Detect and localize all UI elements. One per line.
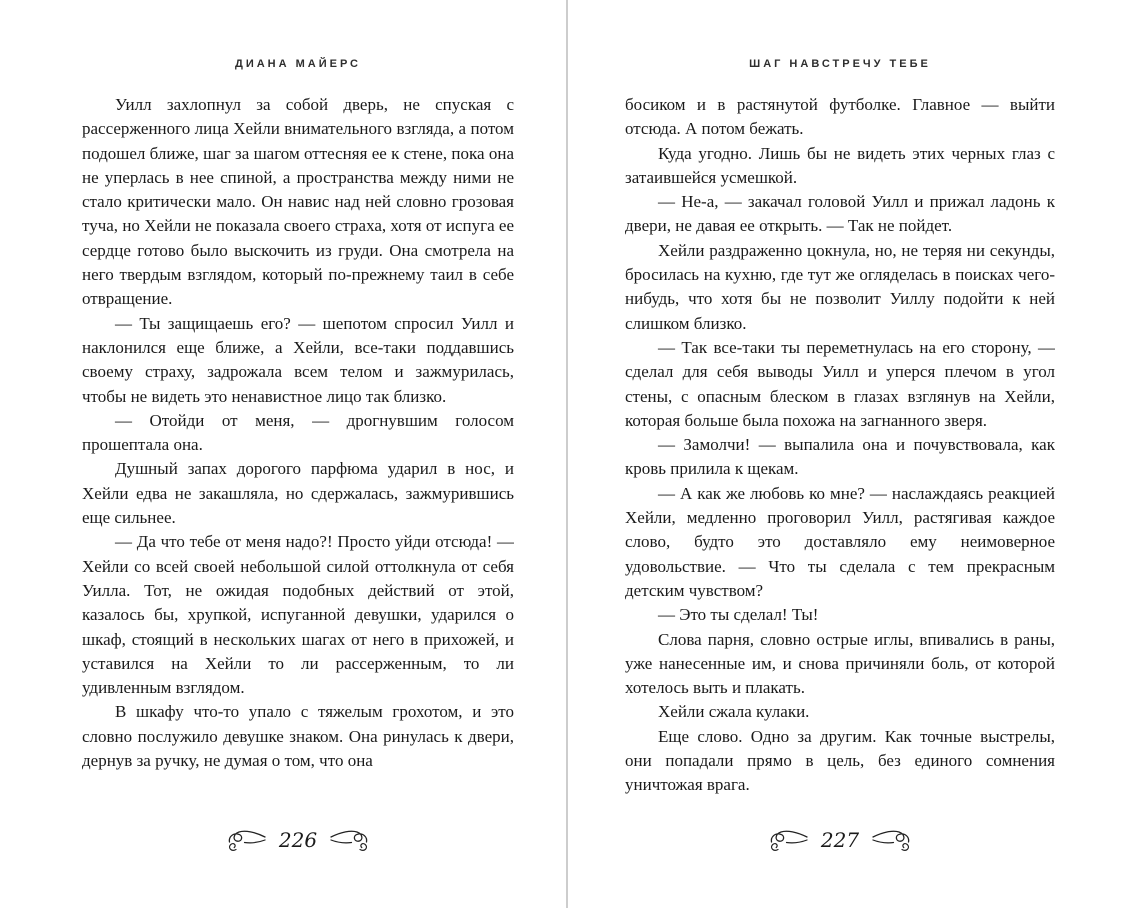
paragraph: — Отойди от меня, — дрогнувшим голосом прошептала она. (82, 410, 514, 455)
paragraph: босиком и в растянутой футболке. Главное — выйти отсюда. А потом бежать. (625, 95, 1055, 139)
paragraph: — А как же любовь ко мне? — наслаждаясь реакцией Хейли, медленно проговорил Уилл, растягивая каждое слово, будто это доставляло ему неимоверное удовольствие. — Что ты сделала с тем прекрасным детским чувством? (625, 483, 1055, 600)
paragraph: Хейли раздраженно цокнула, но, не теряя ни секунды, бросилась на кухню, где тут же огляделась в поисках чего-нибудь, что хотя бы не позволит Уиллу подойти к ней слишком близко. (625, 240, 1055, 333)
flourish-right-icon (329, 827, 371, 855)
page-right-text (625, 93, 1055, 846)
page-number: 227 (820, 828, 860, 852)
flourish-left-icon (225, 827, 267, 855)
paragraph: Еще слово. Одно за другим. Как точные выстрелы, они попадали прямо в цель, без единого сомнения уничтожая врага. (625, 726, 1055, 795)
paragraph: Душный запах дорогого парфюма ударил в нос, и Хейли едва не закашляла, но сдержалась, зажмурившись еще сильнее. (82, 459, 514, 528)
flourish-left-icon (767, 827, 809, 855)
paragraph: — Ты защищаешь его? — шепотом спросил Уилл и наклонился еще ближе, а Хейли, все-таки поддавшись своему страху, задрожала всем телом и зажмурилась, чтобы не видеть это ненавистное лицо так близко. (82, 313, 514, 406)
flourish-right-icon (871, 827, 913, 855)
paragraph: Хейли сжала кулаки. (658, 702, 810, 722)
paragraph: — Да что тебе от меня надо?! Просто уйди отсюда! — Хейли со всей своей небольшой силой оттолкнула от себя Уилла. Тот, не ожидая подобных действий от этой, казалось бы, хрупкой, испуганной девушки, ударился о шкаф, стоящий в нескольких шагах от него в прихожей, и уставился на Хейли то ли рассерженным, то ли удивленным взглядом. (82, 532, 514, 698)
paragraph: — Не-а, — закачал головой Уилл и прижал ладонь к двери, не давая ее открыть. — Так не пойдет. (625, 192, 1055, 236)
paragraph: Уилл захлопнул за собой дверь, не спуская с рассерженного лица Хейли внимательного взгляда, а потом подошел ближе, шаг за шагом оттесняя ее к стене, пока она не уперлась в нее спиной, а пространства между ними не стало критически мало. Он навис над ней словно грозовая туча, но Хейли не показала своего страха, хотя от испуга ее сердце готово было выскочить из груди. Она смотрела на него твердым взглядом, который по-прежнему таил в себе отвращение. (82, 95, 514, 309)
running-header-author: ДИАНА МАЙЕРС (235, 58, 361, 70)
paragraph: — Так все-таки ты переметнулась на его сторону, — сделал для себя выводы Уилл и уперся плечом в угол стены, с опасным блеском в глазах взглянув на Хейли, которая больше была похожа на загнанного зверя. (625, 337, 1055, 430)
page-right (568, 0, 1131, 908)
page-left-column (82, 0, 514, 908)
page-left-text (82, 93, 514, 846)
paragraph: Слова парня, словно острые иглы, впивались в раны, уже нанесенные им, и снова причиняли боль, от которой хотелось выть и плакать. (625, 629, 1055, 698)
running-header-title: ШАГ НАВСТРЕЧУ ТЕБЕ (749, 58, 931, 70)
page-number: 226 (278, 828, 318, 852)
paragraph: — Замолчи! — выпалила она и почувствовала, как кровь прилила к щекам. (625, 435, 1055, 479)
page-left-footer (82, 824, 514, 858)
paragraph: В шкафу что-то упало с тяжелым грохотом, и это словно послужило девушке знаком. Она ринулась к двери, дернув за ручку, не думая о том, что она (82, 702, 514, 771)
paragraph: Куда угодно. Лишь бы не видеть этих черных глаз с затаившейся усмешкой. (625, 143, 1055, 187)
page-right-column (625, 0, 1055, 908)
page-right-footer (625, 824, 1055, 858)
paragraph: — Это ты сделал! Ты! (658, 605, 819, 625)
